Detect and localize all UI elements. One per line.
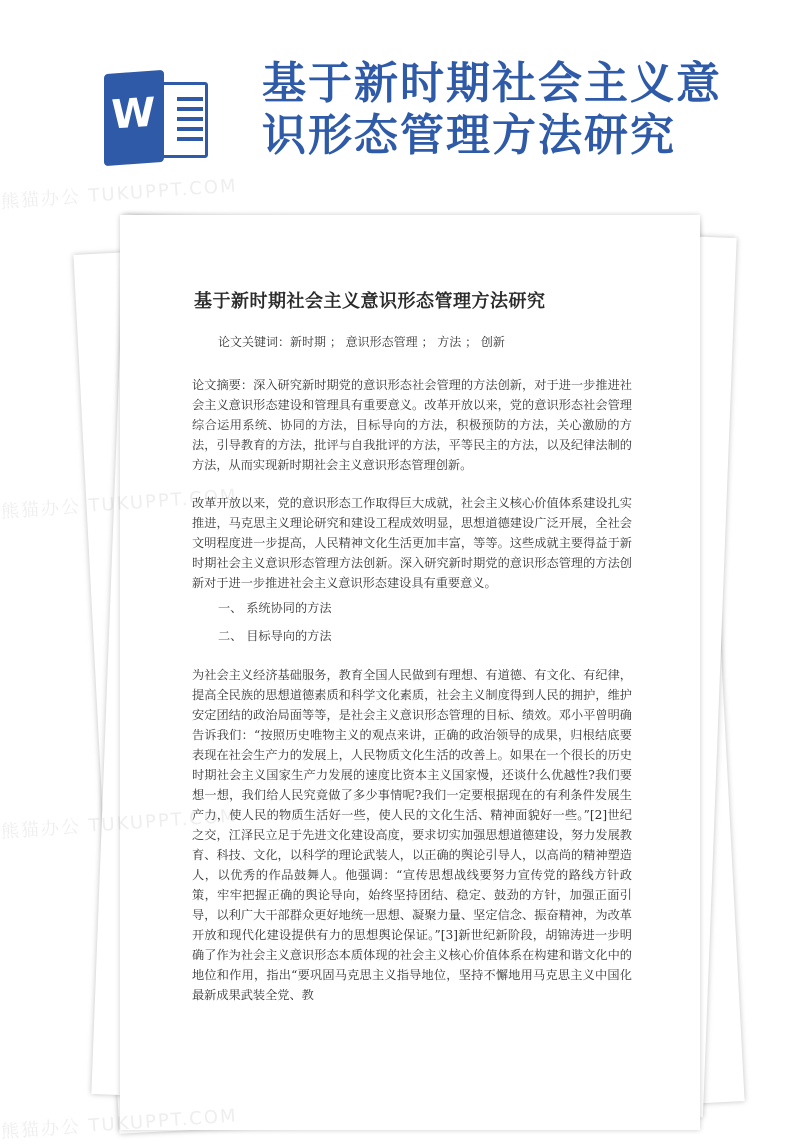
word-badge xyxy=(104,70,164,166)
word-document-icon xyxy=(104,72,212,164)
line-decoration xyxy=(177,97,203,101)
keywords-line: 论文关键词：新时期 ； 意识形态管理 ； 方法 ； 创新 xyxy=(218,335,505,349)
abstract-paragraph: 论文摘要：深入研究新时期党的意识形态社会管理的方法创新，对于进一步推进社会主义意识形态建设和管理具有重要意义。改革开放以来，党的意识形态社会管理综合运用系统、协同的方法，目标导向的方法，积极预防的方法，关心激励的方法，引导教育的方法，批评与自我批评的方法，平等民主的方法，以及纪律法制的方法，从而实现新时期社会主义意识形态管理创新。 xyxy=(192,378,632,472)
banner xyxy=(0,0,800,190)
section-heading-1: 一、 系统协同的方法 xyxy=(218,601,332,615)
watermark: 熊猫办公 TUKUPPT.COM xyxy=(0,175,239,213)
document-title: 基于新时期社会主义意识形态管理方法研究 xyxy=(194,291,546,312)
watermark: 熊猫办公 xyxy=(0,1116,82,1143)
section-heading-2: 二、 目标导向的方法 xyxy=(218,629,332,643)
intro-paragraph: 改革开放以来，党的意识形态工作取得巨大成就，社会主义核心价值体系建设扎实推进，马克思主义理论研究和建设工程成效明显，思想道德建设广泛开展，全社会文明程度进一步提高，人民精神文化生活更加丰富，等等。这些成就主要得益于新时期社会主义意识形态管理方法创新。深入研究新时期党的意识形态管理的方法创新对于进一步推进社会主义意识形态建设具有重要意义。 xyxy=(192,496,632,590)
line-decoration xyxy=(177,127,203,131)
document-page xyxy=(120,215,700,1130)
line-decoration xyxy=(177,137,203,141)
line-decoration xyxy=(177,117,203,121)
banner-title: 基于新时期社会主义意识形态管理方法研究 xyxy=(262,58,722,161)
watermark: 熊猫办公 xyxy=(0,816,82,843)
word-letter: W xyxy=(111,89,156,139)
watermark: 熊猫办公 xyxy=(0,496,82,523)
body-paragraph: 为社会主义经济基础服务，教育全国人民做到有理想、有道德、有文化、有纪律，提高全民族的思想道德素质和科学文化素质，社会主义制度得到人民的拥护，维护安定团结的政治局面等等，是社会主义意识形态管理的目标、绩效。邓小平曾明确告诉我们：“按照历史唯物主义的观点来讲，正确的政治领导的成果，归根结底要表现在社会生产力的发展上，人民物质文化生活的改善上。如果在一个很长的历史时期社会主义国家生产力发展的速度比资本主义国家慢，还谈什么优越性?我们要想一想，我们给人民究竟做了多少事情呢?我们一定要根据现在的有利条件发展生产力，使人民的物质生活好一些，使人民的文化生活、精神面貌好一些。”[2]世纪之交，江泽民立足于先进文化建设高度，要求切实加强思想道德建设，努力发展教育、科技、文化，以科学的理论武装人，以正确的舆论引导人，以高尚的精神塑造人，以优秀的作品鼓舞人。他强调：“宣传思想战线要努力宣传党的路线方针政策，牢牢把握正确的舆论导向，始终坚持团结、稳定、鼓劲的方针，加强正面引导，以利广大干部群众更好地统一思想、凝聚力量、坚定信念、振奋精神，为改革开放和现代化建设提供有力的思想舆论保证。”[3]新世纪新阶段，胡锦涛进一步明确了作为社会主义意识形态本质体现的社会主义核心价值体系在构建和谐文化中的地位和作用，指出“要巩固马克思主义指导地位，坚持不懈地用马克思主义中国化最新成果武装全党、教 xyxy=(192,668,632,1002)
line-decoration xyxy=(177,107,203,111)
